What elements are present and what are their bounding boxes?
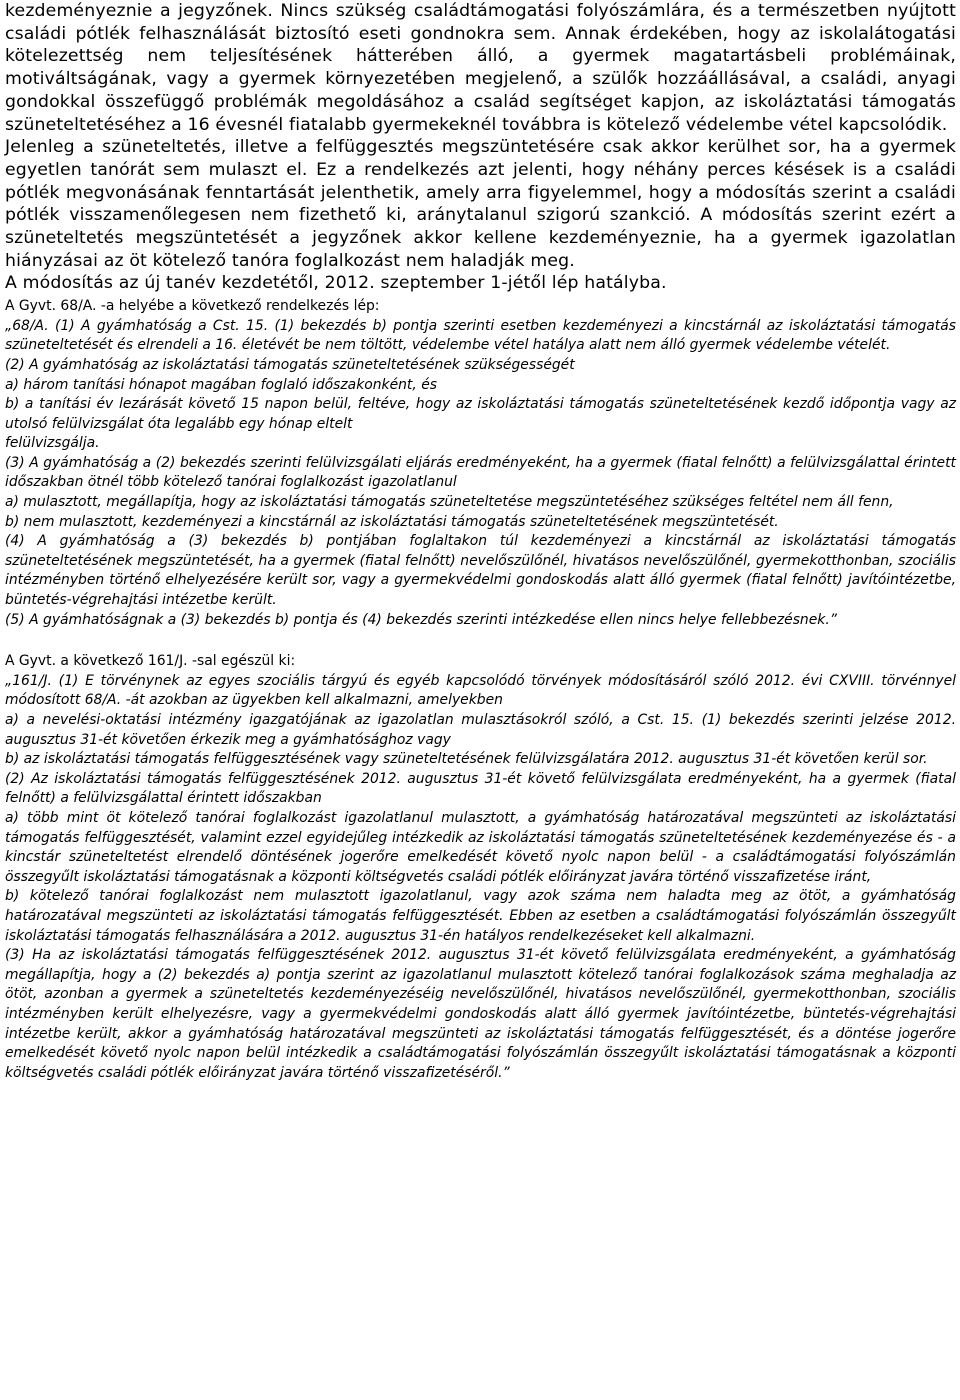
section-68a-para-2b: b) a tanítási év lezárását követő 15 napon belül, feltéve, hogy az iskoláztatási támogatás szüneteltetésének kezdő időpontja vagy az utolsó felülvizsgálat óta legalább egy hónap eltelt bbox=[5, 396, 956, 432]
paragraph-effective-date: A módosítás az új tanév kezdetétől, 2012. szeptember 1-jétől lép hatályba. bbox=[5, 273, 667, 294]
section-68a-para-3b: b) nem mulasztott, kezdeményezi a kincstárnál az iskoláztatási támogatás szüneteltetésének megszüntetését. bbox=[5, 513, 779, 530]
paragraph-amendment-effect: Jelenleg a szüneteltetés, illetve a felfüggesztés megszüntetésére csak akkor kerülhet sor, ha a gyermek egyetlen tanórát sem mulaszt el. Ez a rendelkezés azt jelenti, hogy néhány perces késések is a családi pótlék megvonásának fenntartását jelenthetik, amely arra figyelemmel, hogy a módosítás szerint a családi pótlék visszamenőlegesen nem fizethető ki, aránytalanul szigorú szankció. A módosítás szerint ezért a szüneteltetés megszüntetését a jegyzőnek akkor kellene kezdeményeznie, ha a gyermek igazolatlan hiányzásai az öt kötelező tanóra foglalkozást nem haladják meg. bbox=[5, 137, 956, 271]
section-161j bbox=[5, 652, 956, 1083]
section-161j-para-2b: b) kötelező tanórai foglalkozást nem mulasztott igazolatlanul, vagy azok száma nem haladta meg az ötöt, a gyámhatóság határozatával megszünteti az iskoláztatási támogatás felfüggesztését. Ebben az esetben a családtámogatási folyószámlán összegyűlt iskoláztatási támogatás felhasználására a 2012. augusztus 31-én hatályos rendelkezéseket kell alkalmazni. bbox=[5, 888, 956, 944]
explanatory-text bbox=[5, 0, 956, 295]
section-161j-para-1: „161/J. (1) E törvénynek az egyes szociális tárgyú és egyéb kapcsolódó törvények módosításáról szóló 2012. évi CXVIII. törvénnyel módosított 68/A. -át azokban az ügyekben kell alkalmazni, amelyekben bbox=[5, 672, 956, 709]
section-161j-para-2a: a) több mint öt kötelező tanórai foglalkozást igazolatlanul mulasztott, a gyámhatóság határozatával megszünteti az iskoláztatási támogatás felfüggesztését, valamint ezzel egyidejűleg intézkedik az iskoláztatási támogatás szüneteltetésének kezdeményezése és - a kincstár szüneteltetést elrendelő döntésének jogerőre emelkedését követő nyolc napon belül - a családtámogatási folyószámlán összegyűlt iskoláztatási támogatásnak a központi költségvetés családi pótlék előirányzat javára történő visszafizetése iránt, bbox=[5, 809, 956, 885]
section-68a-para-5: (5) A gyámhatóságnak a (3) bekezdés b) pontja és (4) bekezdés szerinti intézkedése ellen nincs helye fellebbezésnek.” bbox=[5, 611, 837, 628]
section-161j-para-1b: b) az iskoláztatási támogatás felfüggesztésének vagy szüneteltetésének felülvizsgálatára 2012. augusztus 31-ét követően kerül sor. bbox=[5, 751, 928, 768]
section-161j-para-2: (2) Az iskoláztatási támogatás felfüggesztésének 2012. augusztus 31-ét követő felülvizsgálata eredményeként, ha a gyermek (fiatal felnőtt) a felülvizsgálattal érintett időszakban bbox=[5, 770, 956, 807]
section-161j-lead: A Gyvt. a következő 161/J. -sal egészül ki: bbox=[5, 653, 296, 670]
section-68a-para-1: „68/A. (1) A gyámhatóság a Cst. 15. (1) bekezdés b) pontja szerinti esetben kezdeményezi a kincstárnál az iskoláztatási támogatás szüneteltetését és elrendeli a 16. életévét be nem töltött, védelembe vétel hatálya alatt nem álló gyermek védelembe vételét. bbox=[5, 317, 956, 354]
section-68a-para-2a: a) három tanítási hónapot magában foglaló időszakonként, és bbox=[5, 376, 437, 393]
section-68a-para-4: (4) A gyámhatóság a (3) bekezdés b) pontjában foglaltakon túl kezdeményezi a kincstárnál az iskoláztatási támogatás szüneteltetésének megszüntetését, ha a gyermek (fiatal felnőtt) nevelőszülőnél, hivatásos nevelőszülőnél, gyermekotthonban, szociális intézményben történő elhelyezésére került sor, vagy a gyermekvédelmi gondoskodás alatt álló gyermek (fiatal felnőtt) javítóintézetbe, büntetés-végrehajtási intézetbe került. bbox=[5, 533, 956, 609]
section-spacer bbox=[5, 630, 956, 650]
section-161j-para-1a: a) a nevelési-oktatási intézmény igazgatójának az igazolatlan mulasztásokról szóló, a Cst. 15. (1) bekezdés szerinti jelzése 2012. augusztus 31-ét követően érkezik meg a gyámhatósághoz vagy bbox=[5, 712, 956, 748]
section-68a-para-2: (2) A gyámhatóság az iskoláztatási támogatás szüneteltetésének szükségességét bbox=[5, 356, 575, 373]
section-68a-lead: A Gyvt. 68/A. -a helyébe a következő rendelkezés lép: bbox=[5, 298, 380, 315]
section-161j-para-3: (3) Ha az iskoláztatási támogatás felfüggesztésének 2012. augusztus 31-ét követő felülvizsgálata eredményeként, a gyámhatóság megállapítja, hogy a (2) bekezdés a) pontja szerint az igazolatlanul mulasztott kötelező tanórai foglalkozások száma meghaladja az ötöt, azonban a gyermek a szüneteltetés kezdeményezéséig nevelőszülőnél, hivatásos nevelőszülőnél, gyermekotthonban, szociális intézményben került elhelyezésre, vagy a gyermekvédelmi gondoskodás alatt álló gyermek javítóintézetbe, büntetés-végrehajtási intézetbe került, akkor a gyámhatóság határozatával megszünteti az iskoláztatási támogatás felfüggesztését, és a döntése jogerőre emelkedését követő nyolc napon belül intézkedik a családtámogatási folyószámlán összegyűlt iskoláztatási támogatásnak a központi költségvetés családi pótlék előirányzat javára történő visszafizetéséről.” bbox=[5, 947, 956, 1081]
section-68a-para-3a: a) mulasztott, megállapítja, hogy az iskoláztatási támogatás szüneteltetése megszüntetéséhez szükséges feltétel nem áll fenn, bbox=[5, 494, 894, 511]
section-68a-para-2-end: felülvizsgálja. bbox=[5, 435, 100, 452]
section-68a-para-3: (3) A gyámhatóság a (2) bekezdés szerinti felülvizsgálati eljárás eredményeként, ha a gyermek (fiatal felnőtt) a felülvizsgálattal érintett időszakban ötnél több kötelező tanórai foglalkozást igazolatlanul bbox=[5, 454, 956, 491]
paragraph-justification: kezdeményeznie a jegyzőnek. Nincs szükség családtámogatási folyószámlára, és a természetben nyújtott családi pótlék felhasználását biztosító eseti gondnokra sem. Annak érdekében, hogy az iskolalátogatási kötelezettség nem teljesítésének hátterében álló, a gyermek magatartásbeli problémáinak, motiváltságának, vagy a gyermek környezetében megjelenő, a szülők hozzáállásával, a családi, anyagi gondokkal összefüggő problémák megoldásához a család segítséget kapjon, az iskoláztatási támogatás szüneteltetéséhez a 16 évesnél fiatalabb gyermekeknél továbbra is kötelező védelembe vétel kapcsolódik. bbox=[5, 1, 956, 135]
section-68a bbox=[5, 297, 956, 630]
